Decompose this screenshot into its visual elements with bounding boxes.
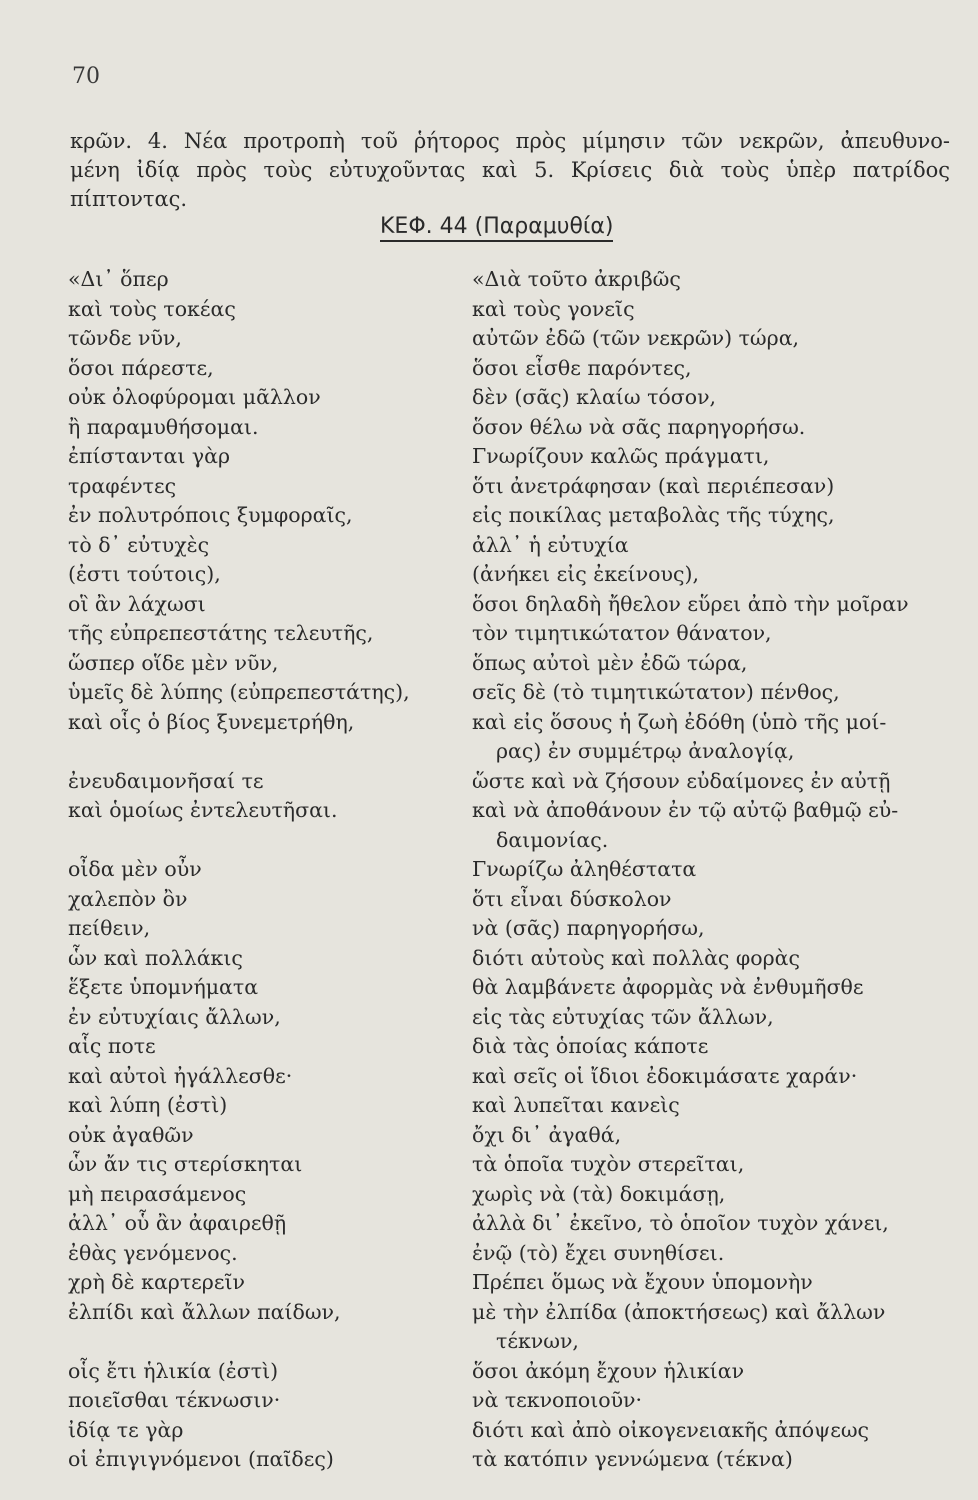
text-line: οἶδα μὲν οὖν <box>68 857 202 881</box>
text-line: νὰ (σᾶς) παρηγορήσω, <box>472 916 705 940</box>
text-line: ἐν πολυτρόποις ξυμφοραῖς, <box>68 503 353 527</box>
text-line: τὸ δ᾽ εὐτυχὲς <box>68 532 210 557</box>
text-line: τέκνων, <box>496 1329 579 1353</box>
text-line: οὐκ ἀγαθῶν <box>68 1122 194 1147</box>
text-line: τὸν τιμητικώτατον θάνατον, <box>472 621 772 645</box>
text-line: οἳ ἂν λάχωσι <box>68 591 206 616</box>
text-line: χωρὶς νὰ (τὰ) δοκιμάσῃ, <box>472 1181 726 1206</box>
text-line: καὶ νὰ ἀποθάνουν ἐν τῷ αὐτῷ βαθμῷ εὐ- <box>472 798 899 822</box>
text-line: (ἐστι τούτοις), <box>68 562 221 586</box>
chapter-summary <box>70 127 950 214</box>
text-line: ἰδίᾳ τε γὰρ <box>68 1417 184 1442</box>
text-line: οἱ ἐπιγιγνόμενοι (παῖδες) <box>68 1447 334 1471</box>
text-line: ὅπως αὐτοὶ μὲν ἐδῶ τώρα, <box>472 650 748 675</box>
text-line: θὰ λαμβάνετε ἀφορμὰς νὰ ἐνθυμῆσθε <box>472 975 864 999</box>
text-line: ὥσπερ οἵδε μὲν νῦν, <box>68 650 279 675</box>
modern-greek-translation-column <box>472 265 962 1475</box>
text-line: καὶ αὐτοὶ ἠγάλλεσθε· <box>68 1063 293 1088</box>
text-line: νὰ τεκνοποιοῦν· <box>472 1388 643 1412</box>
text-line: ἕξετε ὑπομνήματα <box>68 975 259 999</box>
text-line: καὶ οἷς ὁ βίος ξυνεμετρήθη, <box>68 709 355 734</box>
text-line: οἷς ἔτι ἡλικία (ἐστὶ) <box>68 1358 279 1383</box>
text-line: ἐν εὐτυχίαις ἄλλων, <box>68 1004 281 1029</box>
summary-line: κρῶν. 4. Νέα προτροπὴ τοῦ ῥήτορος πρὸς μίμησιν τῶν νεκρῶν, ἀπευθυνο- <box>70 129 950 153</box>
text-line: «Δι᾽ ὅπερ <box>68 267 169 291</box>
text-line: ὧν ἄν τις στερίσκηται <box>68 1152 303 1176</box>
summary-line: μένη ἰδίᾳ πρὸς τοὺς εὐτυχοῦντας καὶ 5. Κρίσεις διὰ τοὺς ὑπὲρ πατρίδος <box>70 158 950 182</box>
text-line: ὑμεῖς δὲ λύπης (εὐπρεπεστάτης), <box>68 680 410 704</box>
text-line: ρας) ἐν συμμέτρῳ ἀναλογίᾳ, <box>496 739 795 763</box>
stanza-gap <box>68 737 463 767</box>
text-line: καὶ τοὺς τοκέας <box>68 296 236 321</box>
text-line: τῆς εὐπρεπεστάτης τελευτῆς, <box>68 621 374 645</box>
text-line: ὅτι εἶναι δύσκολον <box>472 886 672 911</box>
text-line: χαλεπὸν ὂν <box>68 886 188 911</box>
text-line: διὰ τὰς ὁποίας κάποτε <box>472 1034 709 1058</box>
text-line: μὲ τὴν ἐλπίδα (ἀποκτήσεως) καὶ ἄλλων <box>472 1299 886 1324</box>
text-line: ὅσοι εἶσθε παρόντες, <box>472 355 692 380</box>
text-line: καὶ λύπη (ἐστὶ) <box>68 1093 228 1117</box>
text-line: ἀλλὰ δι᾽ ἐκεῖνο, τὸ ὁποῖον τυχὸν χάνει, <box>472 1211 889 1235</box>
text-line: ἐθὰς γενόμενος. <box>68 1240 238 1265</box>
text-line: ὅσον θέλω νὰ σᾶς παρηγορήσω. <box>472 414 806 439</box>
text-line: αὐτῶν ἐδῶ (τῶν νεκρῶν) τώρα, <box>472 326 800 350</box>
text-line: πείθειν, <box>68 916 151 940</box>
text-line: ἐπίστανται γὰρ <box>68 444 231 468</box>
text-line: αἷς ποτε <box>68 1034 156 1058</box>
text-line: διότι αὐτοὺς καὶ πολλὰς φορὰς <box>472 945 800 970</box>
text-line: διότι καὶ ἀπὸ οἰκογενειακῆς ἀπόψεως <box>472 1417 870 1442</box>
page-number: 70 <box>72 64 100 89</box>
text-line: (ἀνήκει εἰς ἐκείνους), <box>472 562 699 586</box>
text-line: Γνωρίζουν καλῶς πράγματι, <box>472 444 770 468</box>
text-line: τῶνδε νῦν, <box>68 326 182 350</box>
text-line: καὶ τοὺς γονεῖς <box>472 296 635 321</box>
text-line: καὶ λυπεῖται κανεὶς <box>472 1093 680 1117</box>
text-line: ἐνῷ (τὸ) ἔχει συνηθίσει. <box>472 1240 725 1265</box>
text-line: ὄχι δι᾽ ἀγαθά, <box>472 1122 622 1147</box>
text-line: ὅσοι πάρεστε, <box>68 355 214 380</box>
chapter-heading: ΚΕΦ. 44 (Παραμυθία) <box>380 214 613 242</box>
text-line: χρὴ δὲ καρτερεῖν <box>68 1270 245 1294</box>
text-line: ὥστε καὶ νὰ ζήσουν εὐδαίμονες ἐν αὐτῇ <box>472 768 891 793</box>
text-line: ποιεῖσθαι τέκνωσιν· <box>68 1388 281 1412</box>
text-line: τραφέντες <box>68 473 177 498</box>
text-line: δὲν (σᾶς) κλαίω τόσον, <box>472 385 717 409</box>
text-line: εἰς ποικίλας μεταβολὰς τῆς τύχης, <box>472 503 835 527</box>
text-line: καὶ εἰς ὅσους ἡ ζωὴ ἐδόθη (ὑπὸ τῆς μοί- <box>472 709 887 734</box>
text-line: τὰ ὁποῖα τυχὸν στερεῖται, <box>472 1152 745 1176</box>
text-line: εἰς τὰς εὐτυχίας τῶν ἄλλων, <box>472 1004 774 1029</box>
text-line: ὅσοι ἀκόμη ἔχουν ἡλικίαν <box>472 1358 745 1383</box>
text-line: μὴ πειρασάμενος <box>68 1181 247 1206</box>
text-line: ἢ παραμυθήσομαι. <box>68 414 259 439</box>
stanza-gap <box>68 1327 463 1357</box>
text-line: ἀλλ᾽ οὗ ἂν ἀφαιρεθῇ <box>68 1211 287 1235</box>
ancient-greek-text-column <box>68 265 463 1475</box>
text-line: δαιμονίας. <box>496 827 609 852</box>
text-line: ὧν καὶ πολλάκις <box>68 945 243 970</box>
text-line: τὰ κατόπιν γεννώμενα (τέκνα) <box>472 1447 793 1471</box>
text-line: ἐλπίδι καὶ ἄλλων παίδων, <box>68 1299 341 1324</box>
text-line: καὶ ὁμοίως ἐντελευτῆσαι. <box>68 798 338 822</box>
stanza-gap <box>68 826 463 856</box>
text-line: καὶ σεῖς οἱ ἴδιοι ἐδοκιμάσατε χαράν· <box>472 1063 858 1088</box>
text-line: σεῖς δὲ (τὸ τιμητικώτατον) πένθος, <box>472 680 840 704</box>
text-line: οὐκ ὀλοφύρομαι μᾶλλον <box>68 385 321 409</box>
text-line: Πρέπει ὅμως νὰ ἔχουν ὑπομονὴν <box>472 1270 813 1294</box>
summary-line: πίπτοντας. <box>70 187 188 211</box>
text-line: «Διὰ τοῦτο ἀκριβῶς <box>472 267 681 291</box>
text-line: ὅσοι δηλαδὴ ἤθελον εὕρει ἀπὸ τὴν μοῖραν <box>472 591 909 616</box>
text-line: ἀλλ᾽ ἡ εὐτυχία <box>472 532 629 557</box>
text-line: ἐνευδαιμονῆσαί τε <box>68 768 264 793</box>
text-line: ὅτι ἀνετράφησαν (καὶ περιέπεσαν) <box>472 473 835 498</box>
text-line: Γνωρίζω ἀληθέστατα <box>472 857 697 881</box>
